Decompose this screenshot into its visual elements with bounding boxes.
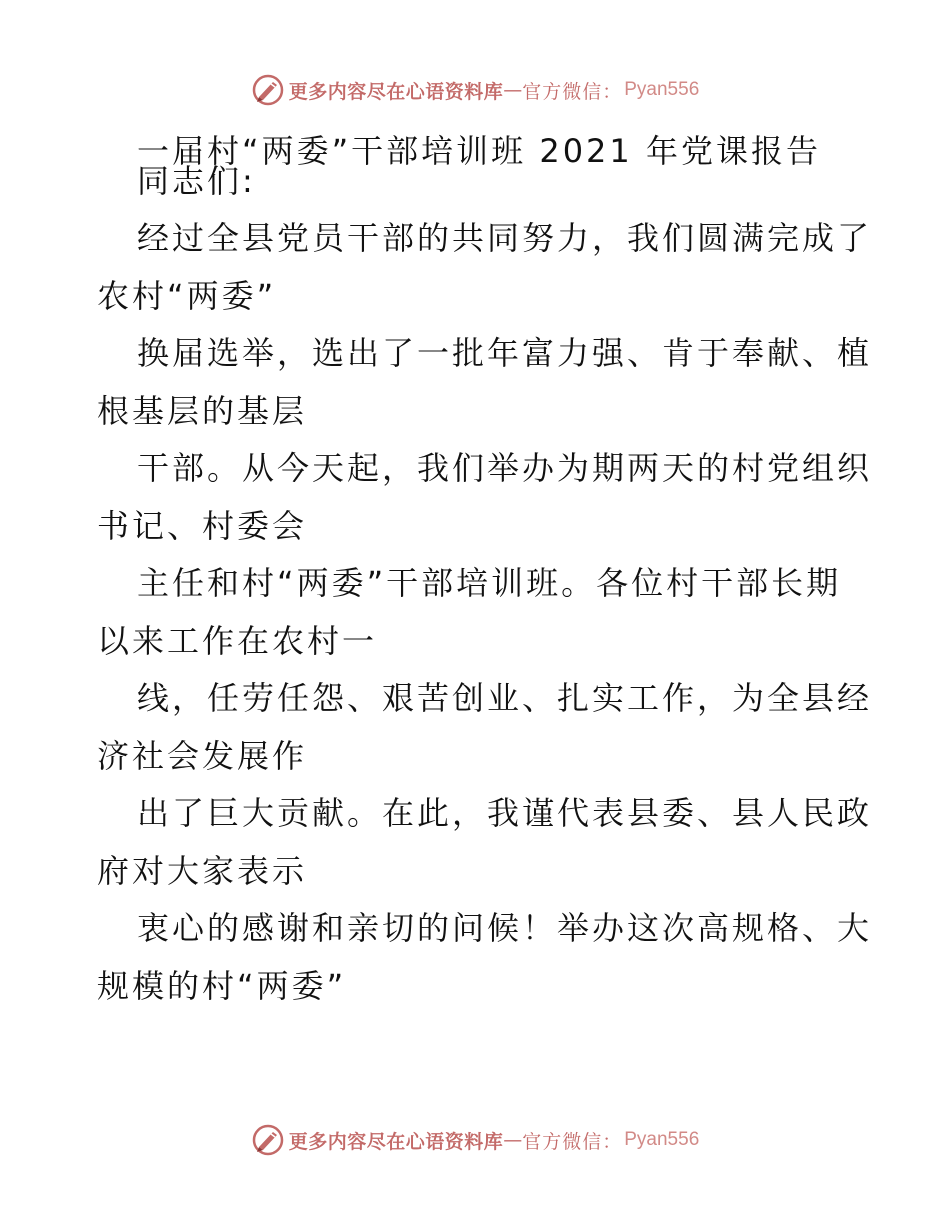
- watermark-wechat-id: Pyan556: [624, 1129, 700, 1150]
- watermark-label: 官方微信：: [522, 80, 623, 103]
- salutation-line: 同志们:: [137, 162, 256, 200]
- body-line: 以来工作在农村一: [97, 622, 378, 660]
- body-line: 主任和村“两委”干部培训班。各位村干部长期: [137, 564, 842, 602]
- footer-watermark: [0, 1123, 950, 1157]
- body-line: 衷心的感谢和亲切的问候！举办这次高规格、大: [137, 909, 873, 947]
- body-line: 府对大家表示: [97, 852, 308, 890]
- body-line: 线，任劳任怨、艰苦创业、扎实工作，为全县经: [137, 679, 873, 717]
- watermark-main-text: 更多内容尽在心语资料库: [288, 80, 504, 103]
- pen-logo-icon: [251, 1123, 285, 1157]
- watermark-main-text: 更多内容尽在心语资料库: [288, 1130, 504, 1153]
- body-line: 书记、村委会: [97, 507, 308, 545]
- body-line: 出了巨大贡献。在此，我谨代表县委、县人民政: [137, 794, 873, 832]
- body-line: 经过全县党员干部的共同努力，我们圆满完成了: [137, 219, 873, 257]
- watermark-separator: —: [503, 79, 523, 101]
- doc-title-line: 一届村“两委”干部培训班 2021 年党课报告: [137, 132, 821, 170]
- body-line: 换届选举，选出了一批年富力强、肯于奉献、植: [137, 334, 873, 372]
- body-line: 根基层的基层: [97, 392, 308, 430]
- header-watermark: [0, 73, 950, 107]
- watermark-separator: —: [503, 1129, 523, 1151]
- watermark-wechat-id: Pyan556: [624, 79, 700, 100]
- pen-logo-icon: [251, 73, 285, 107]
- watermark-label: 官方微信：: [522, 1130, 623, 1153]
- body-line: 干部。从今天起，我们举办为期两天的村党组织: [137, 449, 873, 487]
- body-line: 济社会发展作: [97, 737, 308, 775]
- body-line: 农村“两委”: [97, 277, 277, 315]
- body-line: 规模的村“两委”: [97, 967, 347, 1005]
